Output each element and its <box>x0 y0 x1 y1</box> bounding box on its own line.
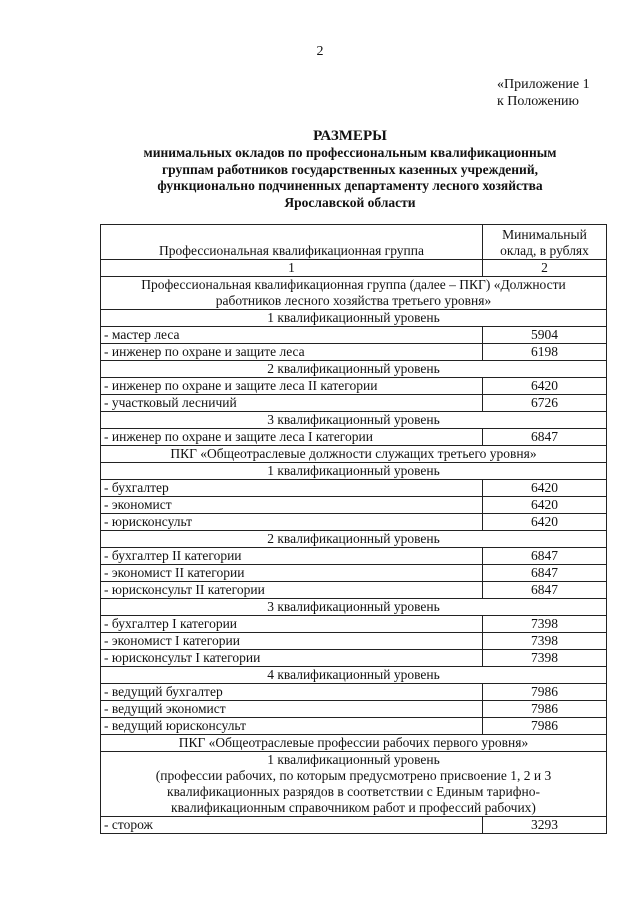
position-name: - юрисконсульт II категории <box>101 582 483 599</box>
table-row <box>101 548 607 565</box>
qualification-level: 1 квалификационный уровень <box>101 463 607 480</box>
table-row <box>101 395 607 412</box>
document-title: РАЗМЕРЫ <box>313 128 387 144</box>
level-row <box>101 310 607 327</box>
appendix-reference <box>497 76 590 110</box>
position-name: - инженер по охране и защите леса <box>101 344 483 361</box>
position-name: - ведущий экономист <box>101 701 483 718</box>
position-name: - экономист <box>101 497 483 514</box>
salary-value: 7398 <box>483 650 607 667</box>
salary-value: 3293 <box>483 817 607 834</box>
position-name: - участковый лесничий <box>101 395 483 412</box>
level-row <box>101 361 607 378</box>
subtitle-line: Ярославской области <box>284 194 416 210</box>
level-row <box>101 463 607 480</box>
qualification-level-note <box>101 752 607 817</box>
group-title-row <box>101 735 607 752</box>
salary-value: 7986 <box>483 718 607 735</box>
header-min-salary <box>483 225 607 260</box>
salary-value: 7398 <box>483 633 607 650</box>
qualification-level: 3 квалификационный уровень <box>101 599 607 616</box>
header-min-salary-line: оклад, в рублях <box>500 243 589 258</box>
qualification-level: 4 квалификационный уровень <box>101 667 607 684</box>
level-row <box>101 667 607 684</box>
table-row <box>101 327 607 344</box>
table-row <box>101 480 607 497</box>
table-row <box>101 817 607 834</box>
salary-value: 6726 <box>483 395 607 412</box>
table-row <box>101 582 607 599</box>
position-name: - инженер по охране и защите леса II категории <box>101 378 483 395</box>
position-name: - сторож <box>101 817 483 834</box>
level-row <box>101 412 607 429</box>
table-row <box>101 650 607 667</box>
table-row <box>101 616 607 633</box>
qualification-level: 2 квалификационный уровень <box>101 361 607 378</box>
position-name: - бухгалтер II категории <box>101 548 483 565</box>
salary-table <box>100 224 607 834</box>
salary-value: 6847 <box>483 582 607 599</box>
position-name: - экономист II категории <box>101 565 483 582</box>
column-number: 1 <box>101 260 483 277</box>
group-title-line: работников лесного хозяйства третьего уровня» <box>215 293 492 308</box>
group-title-row <box>101 446 607 463</box>
salary-value: 6420 <box>483 378 607 395</box>
subtitle-line: группам работников государственных казенных учреждений, <box>162 161 538 177</box>
table-row <box>101 344 607 361</box>
level-row <box>101 531 607 548</box>
salary-value: 7986 <box>483 684 607 701</box>
page-number: 2 <box>316 44 324 59</box>
position-name: - экономист I категории <box>101 633 483 650</box>
table-row <box>101 718 607 735</box>
group-title-row <box>101 277 607 310</box>
table-row <box>101 684 607 701</box>
position-name: - ведущий юрисконсульт <box>101 718 483 735</box>
salary-value: 7986 <box>483 701 607 718</box>
table-row <box>101 429 607 446</box>
column-number-row <box>101 260 607 277</box>
salary-value: 6847 <box>483 548 607 565</box>
document-heading <box>60 128 640 211</box>
qualification-level: 1 квалификационный уровень <box>101 310 607 327</box>
table-row <box>101 514 607 531</box>
table-row <box>101 701 607 718</box>
level-row <box>101 752 607 817</box>
group-title-line: Профессиональная квалификационная группа (далее – ПКГ) «Должности <box>141 277 566 292</box>
salary-value: 6420 <box>483 497 607 514</box>
table-row <box>101 633 607 650</box>
salary-value: 6847 <box>483 429 607 446</box>
position-name: - юрисконсульт I категории <box>101 650 483 667</box>
level-row <box>101 599 607 616</box>
qualification-level: 1 квалификационный уровень <box>267 752 440 767</box>
position-name: - бухгалтер I категории <box>101 616 483 633</box>
position-name: - бухгалтер <box>101 480 483 497</box>
appendix-line: к Положению <box>497 94 580 109</box>
table-row <box>101 565 607 582</box>
subtitle-line: минимальных окладов по профессиональным квалификационным <box>143 145 557 160</box>
group-title: ПКГ «Общеотраслевые профессии рабочих первого уровня» <box>101 735 607 752</box>
salary-value: 7398 <box>483 616 607 633</box>
document-subtitle <box>60 145 640 211</box>
column-number: 2 <box>483 260 607 277</box>
salary-value: 6420 <box>483 480 607 497</box>
table-row <box>101 497 607 514</box>
group-title: ПКГ «Общеотраслевые должности служащих третьего уровня» <box>101 446 607 463</box>
level-note-line: (профессии рабочих, по которым предусмотрено присвоение 1, 2 и 3 <box>155 768 552 783</box>
level-note-line: квалификационных разрядов в соответствии с Единым тарифно- <box>167 784 540 799</box>
position-name: - ведущий бухгалтер <box>101 684 483 701</box>
table-row <box>101 378 607 395</box>
salary-value: 6847 <box>483 565 607 582</box>
appendix-line: «Приложение 1 <box>497 77 590 92</box>
position-name: - мастер леса <box>101 327 483 344</box>
header-qualification-group: Профессиональная квалификационная группа <box>101 225 483 260</box>
level-note-line: квалификационным справочником работ и профессий рабочих) <box>171 800 536 815</box>
qualification-level: 3 квалификационный уровень <box>101 412 607 429</box>
position-name: - юрисконсульт <box>101 514 483 531</box>
header-min-salary-line: Минимальный <box>502 227 587 242</box>
qualification-level: 2 квалификационный уровень <box>101 531 607 548</box>
table-header-row <box>101 225 607 260</box>
group-title <box>101 277 607 310</box>
subtitle-line: функционально подчиненных департаменту лесного хозяйства <box>157 178 543 193</box>
salary-value: 5904 <box>483 327 607 344</box>
salary-value: 6420 <box>483 514 607 531</box>
position-name: - инженер по охране и защите леса I категории <box>101 429 483 446</box>
salary-value: 6198 <box>483 344 607 361</box>
